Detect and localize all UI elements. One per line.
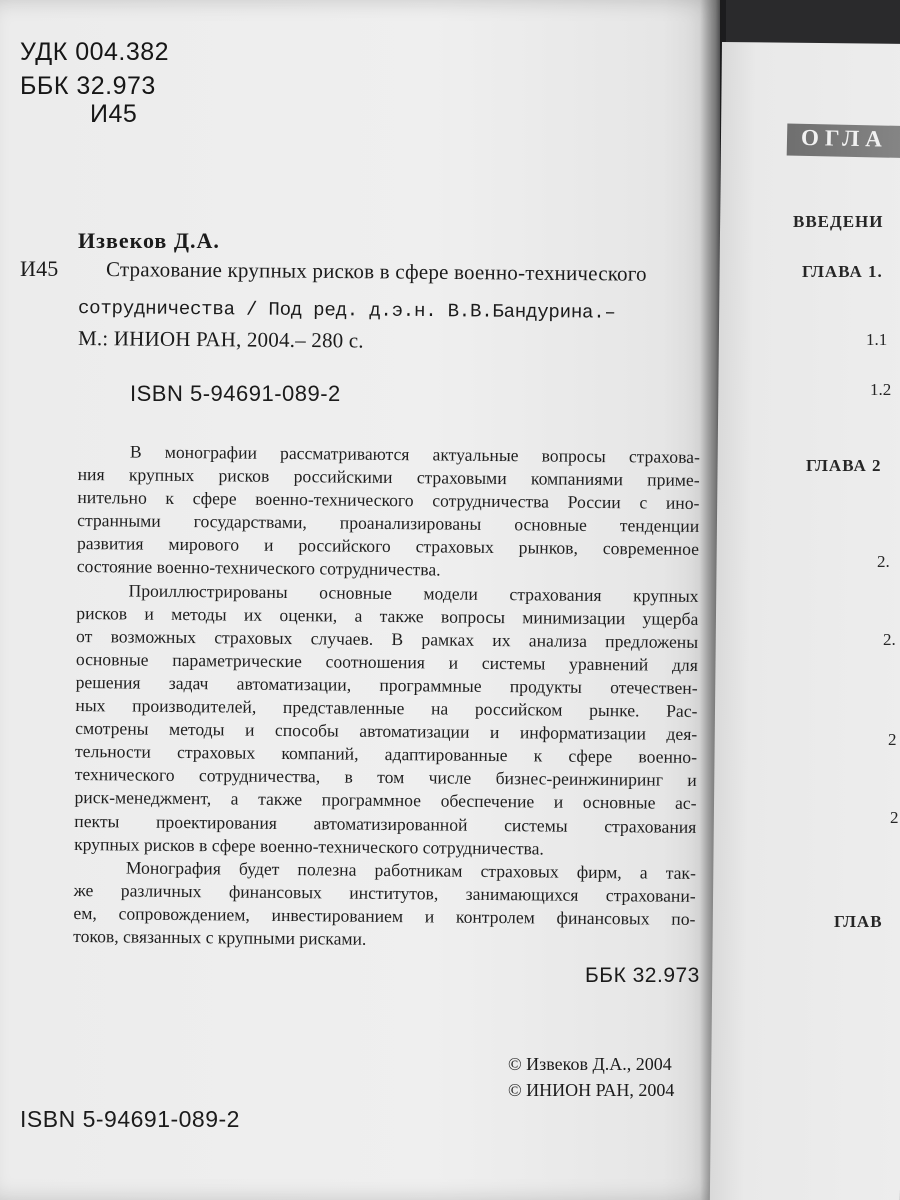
- text-line: крупных рисков в сфере военно-технического сотрудничества.: [74, 833, 544, 859]
- text-line: от возможных страховых случаев. В рамках их анализа предложены: [76, 625, 699, 652]
- text-line: ния крупных рисков российскими страховыми компаниями приме-: [77, 464, 700, 491]
- text-line: развития мирового и российского страховых рынков, современное: [76, 533, 700, 560]
- biblio-code: И45: [20, 256, 59, 281]
- text-line: смотрены методы и способы автоматизации и информатизации дея-: [75, 718, 698, 745]
- toc-section-1-1: 1.1: [866, 330, 888, 349]
- text-line: В монографии рассматриваются актуальные вопросы страхова-: [129, 441, 700, 467]
- toc-section-2-a: 2.: [877, 552, 890, 571]
- toc-chapter-1: ГЛАВА 1.: [802, 262, 883, 281]
- toc-heading: ОГЛА: [800, 124, 889, 152]
- book-title-line-1: Страхование крупных рисков в сфере военно-технического: [105, 257, 647, 286]
- text-line: Проиллюстрированы основные модели страхования крупных: [128, 580, 699, 606]
- text-line: риск-менеджмент, а также программное обеспечение и основные ас-: [74, 787, 697, 814]
- text-line: состояние военно-технического сотрудничества.: [76, 556, 441, 580]
- copyright-author: © Извеков Д.А., 2004: [508, 1054, 672, 1074]
- toc-section-2-c: 2: [888, 730, 897, 749]
- text-line: странными государствами, проанализированы основные тенденции: [77, 510, 700, 537]
- text-line: тельности страховых компаний, адаптированные к сфере военно-: [74, 741, 698, 768]
- abstract-paragraph-1: [77, 440, 700, 585]
- isbn-bottom: ISBN 5-94691-089-2: [20, 1106, 240, 1132]
- copyright-publisher: © ИНИОН РАН, 2004: [508, 1080, 675, 1100]
- text-line: основные параметрические соотношения и системы уравнений для: [75, 648, 698, 675]
- author-sign-code: И45: [90, 100, 138, 128]
- toc-heading-banner: [787, 124, 900, 159]
- toc-chapter-3: ГЛАВ: [834, 912, 883, 931]
- text-line: нительно к сфере военно-технического сотрудничества России с ино-: [77, 487, 700, 514]
- text-line: технического сотрудничества, в том числе бизнес-реинжиниринг и: [74, 764, 697, 791]
- text-line: же различных финансовых институтов, занимающихся страховани-: [73, 879, 696, 906]
- text-line: ных производителей, представленные на российском рынке. Рас-: [75, 695, 698, 721]
- toc-section-1-2: 1.2: [870, 380, 892, 399]
- publication-info: М.: ИНИОН РАН, 2004.– 280 с.: [77, 326, 364, 353]
- author-name: Извеков Д.А.: [78, 228, 220, 253]
- toc-section-2-b: 2.: [883, 630, 896, 649]
- text-line: токов, связанных с крупными рисками.: [73, 925, 367, 949]
- text-line: ем, сопровождением, инвестированием и контролем финансовых по-: [73, 902, 696, 929]
- abstract-paragraph-2: [74, 579, 699, 862]
- toc-chapter-2: ГЛАВА 2: [806, 456, 882, 475]
- text-line: Монография будет полезна работникам страховых фирм, а так-: [125, 857, 696, 883]
- text-line: пекты проектирования автоматизированной системы страхования: [74, 810, 697, 837]
- text-line: решения задач автоматизации, программные продукты отечествен-: [75, 671, 698, 698]
- abstract: [73, 440, 700, 954]
- bbk-bottom: ББК 32.973: [585, 964, 700, 987]
- abstract-paragraph-3: [73, 856, 696, 954]
- isbn-top: ISBN 5-94691-089-2: [130, 381, 341, 406]
- bbk-code: ББК 32.973: [20, 72, 156, 100]
- book-title-line-2: сотрудничества / Под ред. д.э.н. В.В.Бандурина.–: [77, 297, 616, 324]
- toc-section-2-d: 2: [890, 808, 899, 827]
- text-line: рисков и методы их оценки, а также вопросы минимизации ущерба: [76, 602, 699, 629]
- udk-code: УДК 004.382: [20, 38, 170, 66]
- toc-introduction: ВВЕДЕНИ: [793, 212, 884, 231]
